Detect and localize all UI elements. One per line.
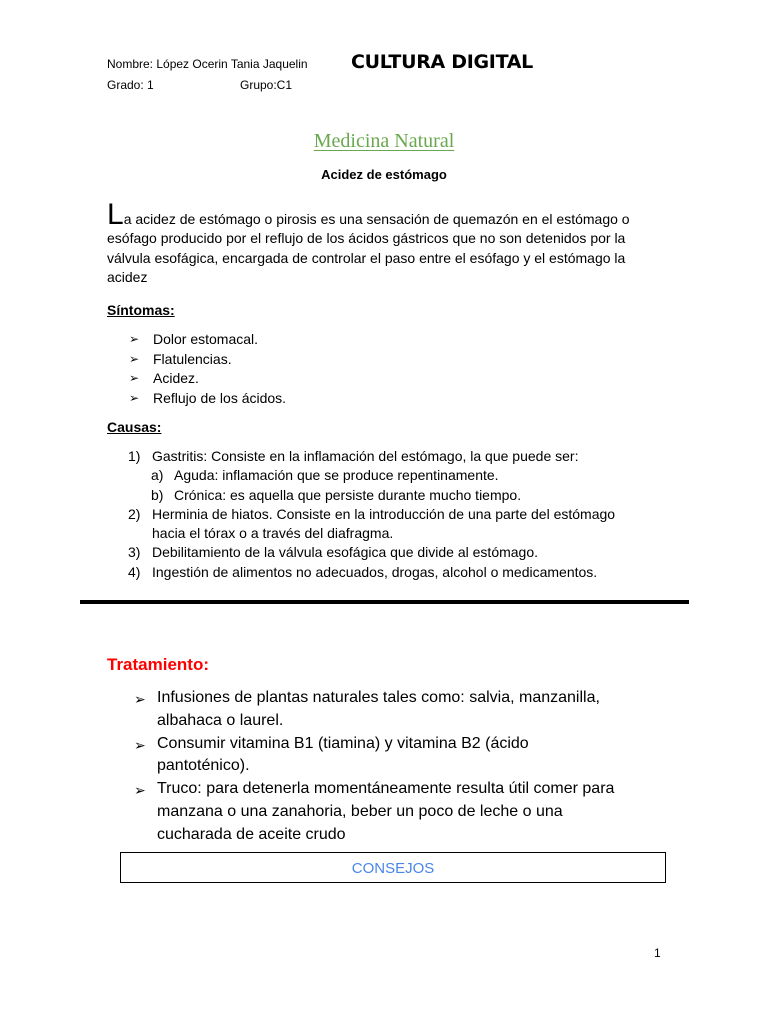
group-label: Grupo:C1 (240, 78, 293, 92)
list-item: cucharada de aceite crudo (157, 825, 346, 843)
page-number: 1 (654, 946, 661, 960)
list-item: manzana o una zanahoria, beber un poco de leche o una (157, 802, 563, 820)
list-item: ➢ Consumir vitamina B1 (tiamina) y vitamina B2 (ácido (134, 733, 694, 756)
symptoms-heading: Síntomas: (107, 302, 175, 318)
list-marker: 3) (128, 544, 141, 561)
causes-heading: Causas: (107, 419, 162, 435)
list-item: ➢ Dolor estomacal. (129, 330, 529, 350)
list-item: b) Crónica: es aquella que persiste durante mucho tiempo. (0, 486, 768, 505)
section-divider-thin (153, 603, 609, 604)
topic-title: Acidez de estómago (321, 167, 447, 182)
student-name: Nombre: López Ocerin Tania Jaquelin (107, 57, 308, 71)
list-marker: b) (151, 486, 164, 503)
intro-paragraph (107, 198, 667, 287)
treatment-list (134, 687, 694, 847)
list-item: ➢ Flatulencias. (129, 350, 529, 370)
arrow-bullet-icon: ➢ (129, 351, 140, 366)
list-item: ➢ Acidez. (129, 369, 529, 389)
list-marker: a) (151, 467, 164, 484)
arrow-bullet-icon: ➢ (134, 782, 146, 799)
list-item: 1) Gastritis: Consiste en la inflamación del estómago, la que puede ser: (0, 447, 768, 466)
arrow-bullet-icon: ➢ (134, 736, 146, 753)
list-item: a) Aguda: inflamación que se produce repentinamente. (0, 466, 768, 485)
arrow-bullet-icon: ➢ (129, 332, 140, 346)
arrow-bullet-icon: ➢ (129, 371, 140, 385)
list-marker: 1) (128, 448, 141, 464)
list-item: ➢ Truco: para detenerla momentáneamente resulta útil comer para (134, 778, 694, 801)
list-marker: 2) (128, 505, 141, 522)
symptoms-list (129, 330, 529, 408)
causes-list (0, 447, 768, 582)
course-title: CULTURA DIGITAL (351, 51, 533, 73)
list-item: 4) Ingestión de alimentos no adecuados, drogas, alcohol o medicamentos. (0, 563, 768, 582)
treatment-heading: Tratamiento: (107, 655, 210, 674)
list-item: pantoténico). (157, 757, 250, 775)
list-item: 2) Herminia de hiatos. Consiste en la introducción de una parte del estómago (0, 505, 768, 524)
arrow-bullet-icon: ➢ (134, 691, 146, 707)
drop-cap: L (107, 198, 124, 231)
list-item: 3) Debilitamiento de la válvula esofágica que divide al estómago. (0, 543, 768, 562)
advice-label: CONSEJOS (351, 860, 435, 877)
subject-title: Medicina Natural (313, 130, 455, 152)
arrow-bullet-icon: ➢ (129, 390, 140, 405)
list-item: hacia el tórax o a través del diafragma. (152, 525, 394, 542)
list-marker: 4) (128, 563, 141, 580)
advice-box (120, 852, 666, 883)
grade-label: Grado: 1 (107, 78, 154, 92)
intro-text: a acidez de estómago o pirosis es una sensación de quemazón en el estómago o esófago producido por el reflujo de los ácidos gástricos que no son detenidos por la válvula esofágica, encargada de controlar el paso entre el esófago y el estómago la acidez (107, 211, 630, 285)
list-item: ➢ Infusiones de plantas naturales tales como: salvia, manzanilla, (134, 687, 694, 710)
list-item: albahaca o laurel. (157, 711, 284, 729)
list-item: ➢ Reflujo de los ácidos. (129, 389, 529, 409)
